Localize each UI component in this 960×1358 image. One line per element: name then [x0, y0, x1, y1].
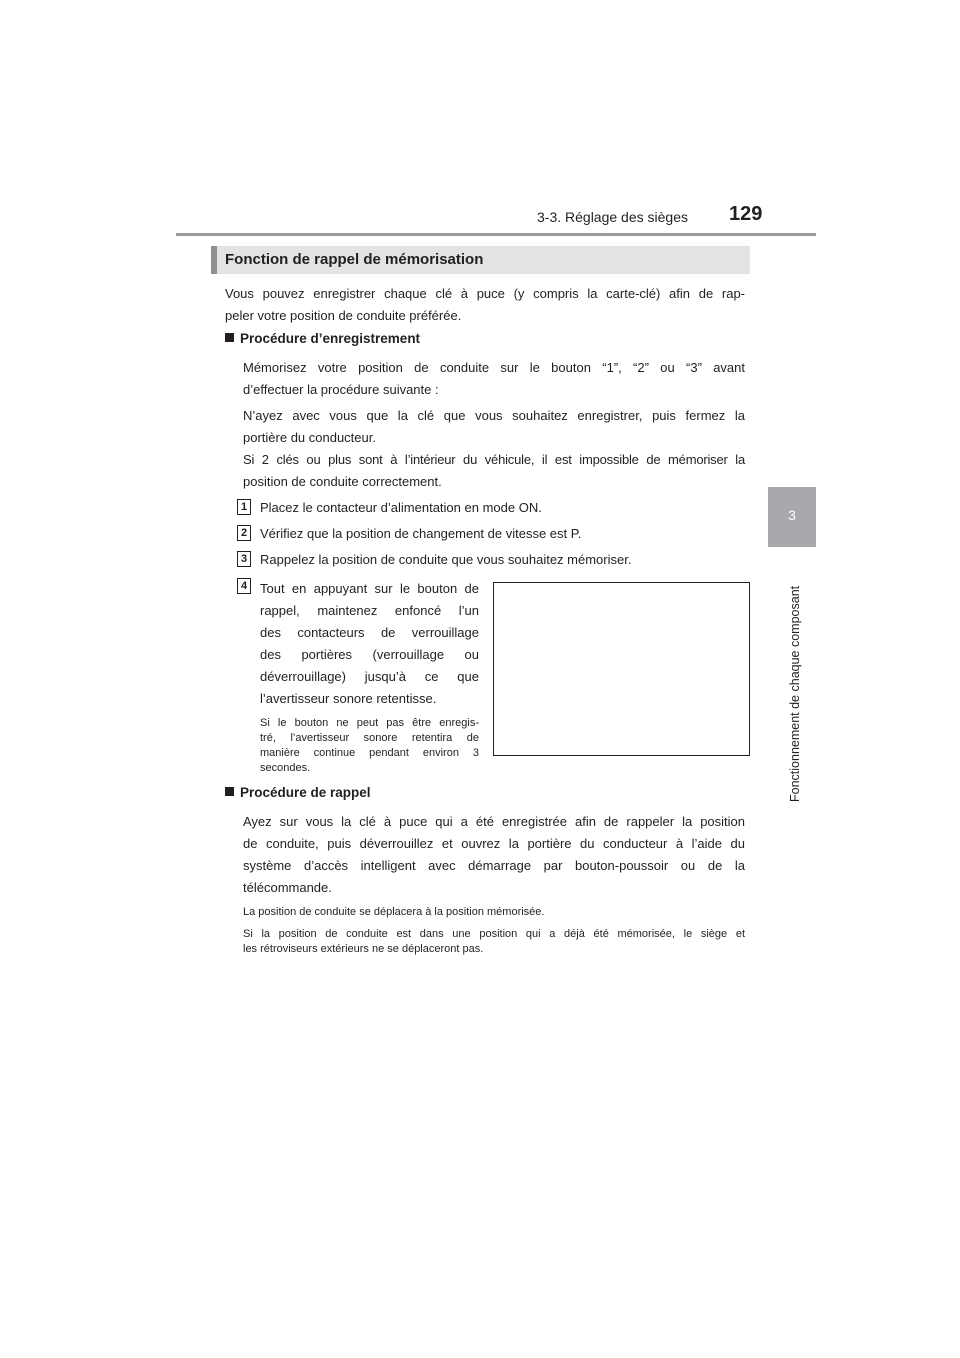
step-4-note-line-4: secondes. — [260, 762, 311, 774]
page-number: 129 — [729, 203, 763, 225]
step-4-line-3: des contacteurs de verrouillage — [260, 625, 479, 640]
step-3-badge: 3 — [237, 551, 251, 567]
chapter-number: 3 — [788, 507, 796, 523]
intro-line-1: Vous pouvez enregistrer chaque clé à puce (y compris la carte-clé) afin de rap- — [225, 286, 745, 301]
step-4-line-6: l’avertisseur sonore retentisse. — [260, 691, 437, 706]
step-4-note-line-2: tré, l’avertisseur sonore retentira de — [260, 732, 479, 744]
bullet-square-icon — [225, 333, 234, 342]
illustration-frame — [493, 582, 750, 756]
step-4-line-2: rappel, maintenez enfoncé l’un — [260, 603, 479, 618]
step-4-badge: 4 — [237, 578, 251, 594]
step-4-line-5: déverrouillage) jusqu’à ce que — [260, 669, 479, 684]
registration-para1-line-2: d’effectuer la procédure suivante : — [243, 382, 439, 397]
step-4-line-4: des portières (verrouillage ou — [260, 647, 479, 662]
recall-note-2-line-1: Si la position de conduite est dans une position qui a déjà été mémorisée, le siège et — [243, 928, 745, 940]
recall-para-line-4: télécommande. — [243, 880, 332, 895]
step-1-badge: 1 — [237, 499, 251, 515]
bullet-square-icon — [225, 787, 234, 796]
step-4-note-line-1: Si le bouton ne peut pas être enregis- — [260, 717, 479, 729]
registration-para2-line-4: position de conduite correctement. — [243, 474, 442, 489]
step-4-line-1: Tout en appuyant sur le bouton de — [260, 581, 479, 596]
recall-heading-text: Procédure de rappel — [240, 785, 371, 800]
recall-para-line-2: de conduite, puis déverrouillez et ouvrez la portière du conducteur à l’aide du — [243, 836, 745, 851]
recall-para-line-3: système d’accès intelligent avec démarrage par bouton-poussoir ou de la — [243, 858, 745, 873]
registration-heading — [225, 331, 420, 346]
section-title: Fonction de rappel de mémorisation — [225, 251, 484, 268]
chapter-side-label: Fonctionnement de chaque composant — [788, 585, 802, 802]
section-heading-bar — [211, 246, 750, 274]
registration-para2-line-3: Si 2 clés ou plus sont à l’intérieur du véhicule, il est impossible de mémoriser la — [243, 452, 745, 467]
registration-para2-line-1: N’ayez avec vous que la clé que vous souhaitez enregistrer, puis fermez la — [243, 408, 745, 423]
running-header-title: 3-3. Réglage des sièges — [537, 209, 688, 225]
chapter-tab — [768, 487, 816, 547]
recall-note-1: La position de conduite se déplacera à la position mémorisée. — [243, 906, 545, 918]
recall-heading — [225, 785, 371, 800]
step-3-text: Rappelez la position de conduite que vous souhaitez mémoriser. — [260, 552, 632, 567]
registration-para2-line-2: portière du conducteur. — [243, 430, 376, 445]
step-1-text: Placez le contacteur d’alimentation en mode ON. — [260, 500, 542, 515]
step-4-note-line-3: manière continue pendant environ 3 — [260, 747, 479, 759]
recall-para-line-1: Ayez sur vous la clé à puce qui a été enregistrée afin de rappeler la position — [243, 814, 745, 829]
recall-note-2-line-2: les rétroviseurs extérieurs ne se déplaceront pas. — [243, 943, 484, 955]
step-2-text: Vérifiez que la position de changement de vitesse est P. — [260, 526, 582, 541]
step-2-badge: 2 — [237, 525, 251, 541]
registration-para1-line-1: Mémorisez votre position de conduite sur le bouton “1”, “2” ou “3” avant — [243, 360, 745, 375]
registration-heading-text: Procédure d’enregistrement — [240, 331, 421, 346]
header-rule — [176, 233, 816, 236]
intro-line-2: peler votre position de conduite préférée. — [225, 308, 462, 323]
